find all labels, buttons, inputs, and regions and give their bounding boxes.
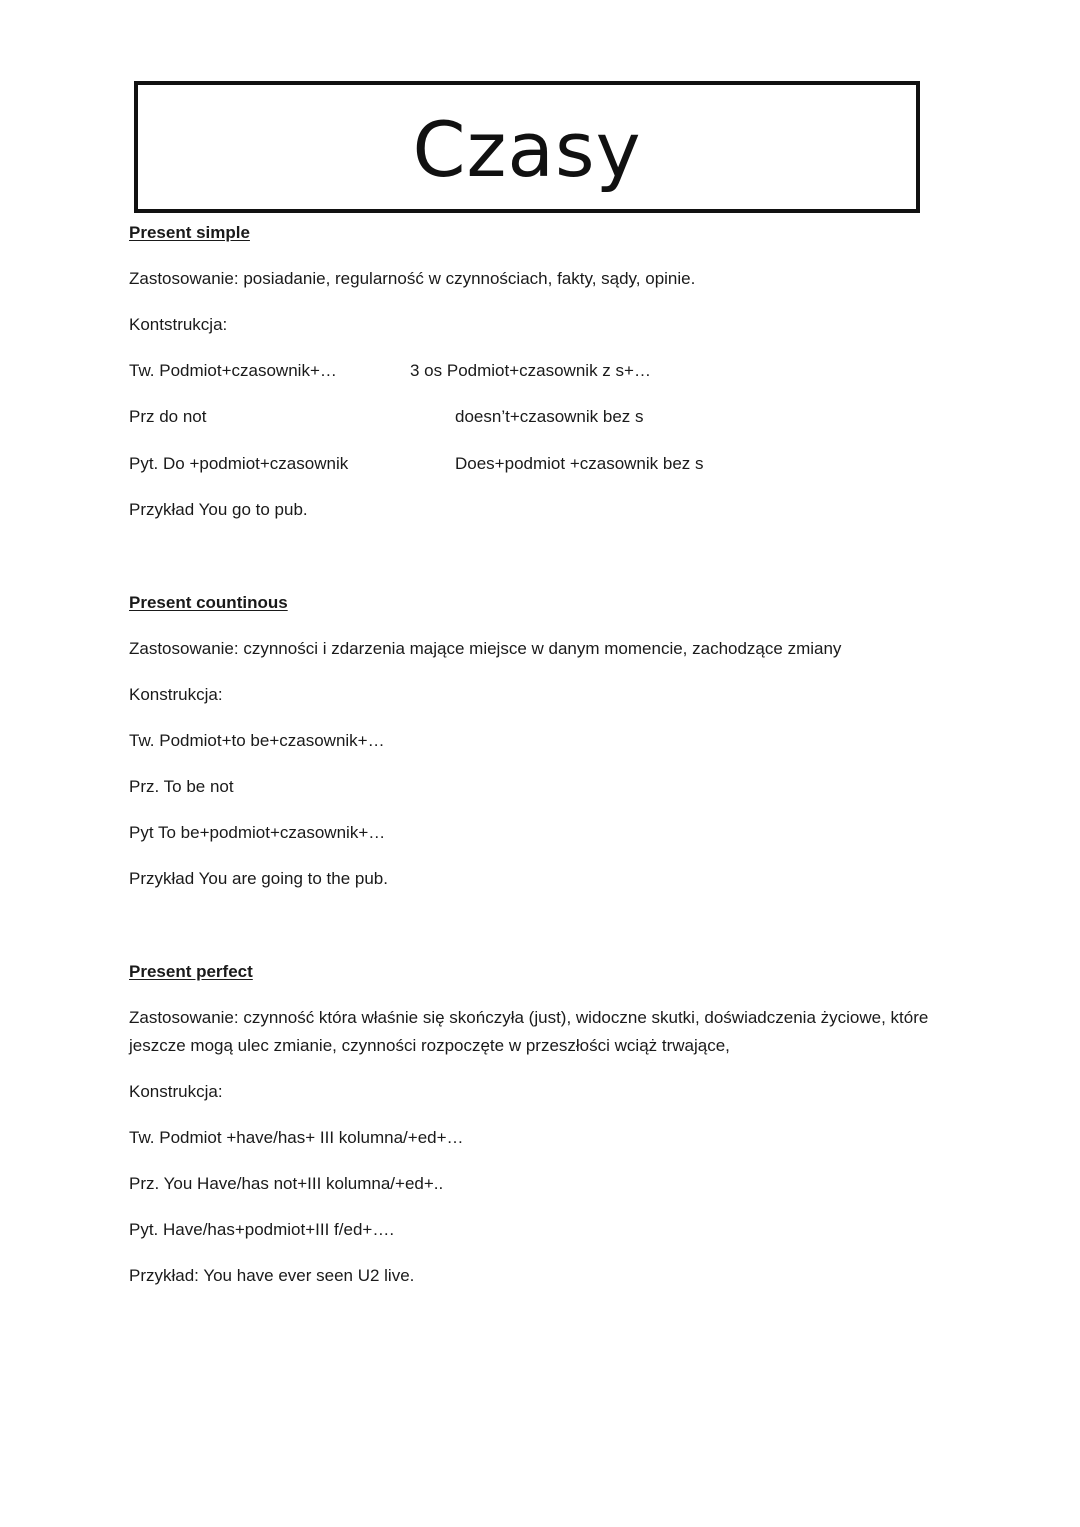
- present-perfect-tw: Tw. Podmiot +have/has+ III kolumna/+ed+…: [129, 1128, 464, 1147]
- present-perfect-construction-label: Konstrukcja:: [129, 1082, 223, 1101]
- present-simple-construction-label: Kontstrukcja:: [129, 315, 228, 334]
- present-continuous-tw: Tw. Podmiot+to be+czasownik+…: [129, 731, 385, 750]
- present-continuous-example: Przykład You are going to the pub.: [129, 869, 388, 888]
- present-continuous-construction-label: Konstrukcja:: [129, 685, 223, 704]
- present-simple-heading: Present simple: [129, 223, 250, 242]
- present-continuous-pyt: Pyt To be+podmiot+czasownik+…: [129, 823, 386, 842]
- present-continuous-usage: Zastosowanie: czynności i zdarzenia mające miejsce w danym momencie, zachodzące zmiany: [129, 639, 842, 658]
- present-simple-example: Przykład You go to pub.: [129, 500, 308, 519]
- present-perfect-usage: Zastosowanie: czynność która właśnie się skończyła (just), widoczne skutki, doświadczenia życiowe, które jeszcze mogą ulec zmianie, czynności rozpoczęte w przeszłości wciąż trwające,: [129, 1008, 929, 1055]
- present-simple-prz-left: Prz do not: [129, 407, 207, 426]
- present-simple-tw-right: 3 os Podmiot+czasownik z s+…: [410, 361, 651, 380]
- present-simple-tw-left: Tw. Podmiot+czasownik+…: [129, 361, 337, 380]
- title-box: [134, 81, 920, 213]
- present-simple-usage: Zastosowanie: posiadanie, regularność w czynnościach, fakty, sądy, opinie.: [129, 269, 696, 288]
- present-perfect-heading: Present perfect: [129, 962, 253, 981]
- present-simple-pyt-right: Does+podmiot +czasownik bez s: [455, 454, 704, 473]
- page-title: Czasy: [412, 105, 642, 194]
- present-perfect-prz: Prz. You Have/has not+III kolumna/+ed+..: [129, 1174, 444, 1193]
- present-perfect-pyt: Pyt. Have/has+podmiot+III f/ed+….: [129, 1220, 395, 1239]
- present-simple-prz-right: doesn’t+czasownik bez s: [455, 407, 644, 426]
- present-continuous-heading: Present countinous: [129, 593, 288, 612]
- present-continuous-prz: Prz. To be not: [129, 777, 234, 796]
- present-perfect-example: Przykład: You have ever seen U2 live.: [129, 1266, 415, 1285]
- present-simple-pyt-left: Pyt. Do +podmiot+czasownik: [129, 454, 349, 473]
